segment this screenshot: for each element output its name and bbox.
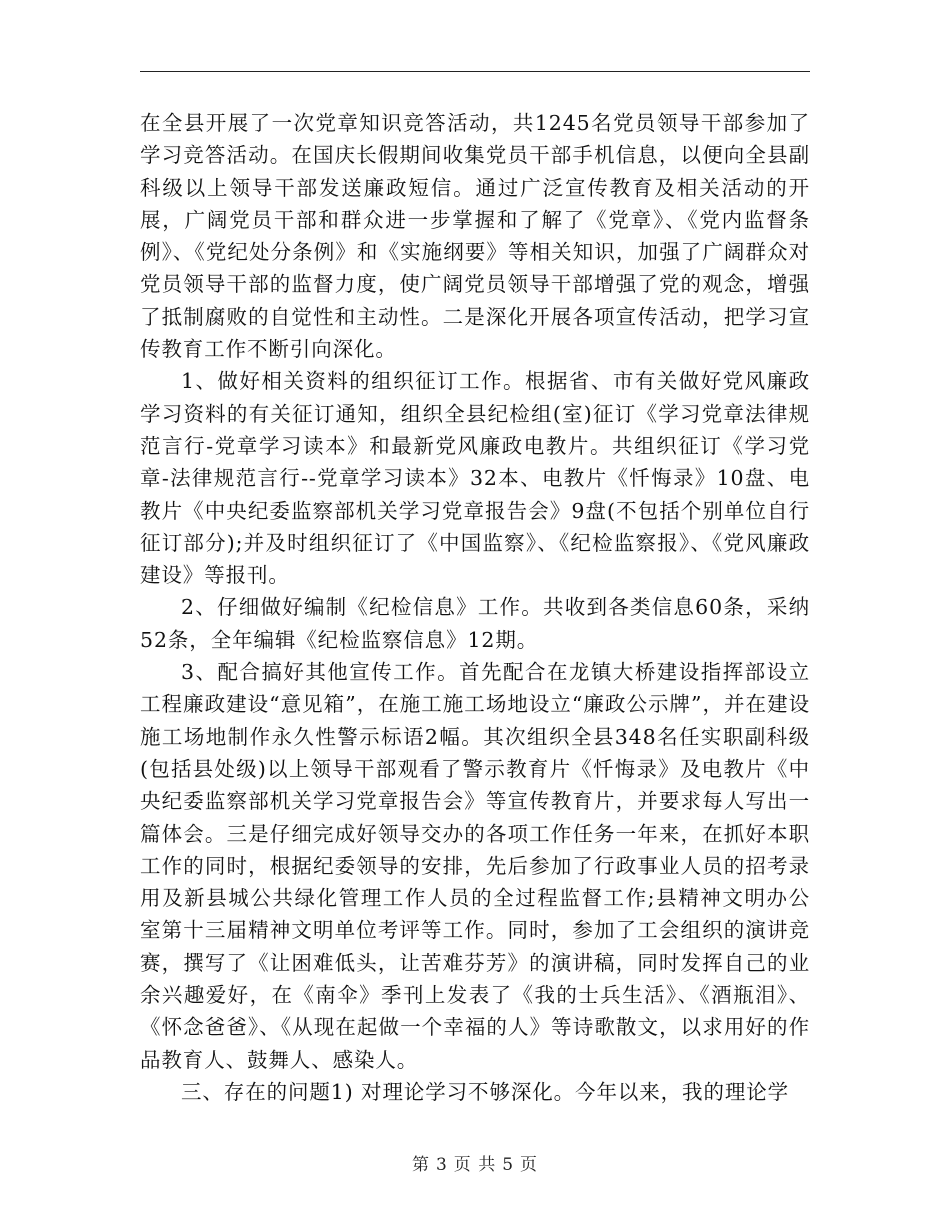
document-body [140, 107, 810, 1108]
paragraph-item-3: 3、配合搞好其他宣传工作。首先配合在龙镇大桥建设指挥部设立工程廉政建设“意见箱”，在施工施工场地设立“廉政公示牌”，并在建设施工场地制作永久性警示标语2幅。其次组织全县348名任实职副科级(包括县处级)以上领导干部观看了警示教育片《忏悔录》及电教片《中央纪委监察部机关学习党章报告会》等宣传教育片，并要求每人写出一篇体会。三是仔细完成好领导交办的各项工作任务一年来，在抓好本职工作的同时，根据纪委领导的安排，先后参加了行政事业人员的招考录用及新县城公共绿化管理工作人员的全过程监督工作;县精神文明办公室第十三届精神文明单位考评等工作。同时，参加了工会组织的演讲竞赛，撰写了《让困难低头，让苦难芬芳》的演讲稿，同时发挥自己的业余兴趣爱好，在《南伞》季刊上发表了《我的士兵生活》、《酒瓶泪》、《怀念爸爸》、《从现在起做一个幸福的人》等诗歌散文，以求用好的作品教育人、鼓舞人、感染人。 [140, 660, 810, 1072]
paragraph-continuation: 在全县开展了一次党章知识竞答活动，共1245名党员领导干部参加了学习竞答活动。在国庆长假期间收集党员干部手机信息，以便向全县副科级以上领导干部发送廉政短信。通过广泛宣传教育及相关活动的开展，广阔党员干部和群众进一步掌握和了解了《党章》、《党内监督条例》、《党纪处分条例》和《实施纲要》等相关知识，加强了广阔群众对党员领导干部的监督力度，使广阔党员领导干部增强了党的观念，增强了抵制腐败的自觉性和主动性。二是深化开展各项宣传活动，把学习宣传教育工作不断引向深化。 [140, 111, 810, 362]
footer-middle: 页 共 [453, 1155, 497, 1175]
paragraph-item-2: 2、仔细做好编制《纪检信息》工作。共收到各类信息60条，采纳52条，全年编辑《纪检监察信息》12期。 [140, 595, 810, 652]
page-footer [0, 1150, 950, 1175]
footer-page-number: 3 [435, 1155, 448, 1175]
footer-total-pages: 5 [502, 1155, 515, 1175]
header-rule [140, 71, 810, 72]
footer-prefix: 第 [411, 1155, 430, 1175]
footer-suffix: 页 [520, 1155, 539, 1175]
paragraph-item-1: 1、做好相关资料的组织征订工作。根据省、市有关做好党风廉政学习资料的有关征订通知，组织全县纪检组(室)征订《学习党章法律规范言行-党章学习读本》和最新党风廉政电教片。共组织征订《学习党章-法律规范言行--党章学习读本》32本、电教片《忏悔录》10盘、电教片《中央纪委监察部机关学习党章报告会》9盘(不包括个别单位自行征订部分);并及时组织征订了《中国监察》、《纪检监察报》、《党风廉政建设》等报刊。 [140, 369, 810, 588]
paragraph-section-3: 三、存在的问题1) 对理论学习不够深化。今年以来，我的理论学 [181, 1079, 790, 1104]
